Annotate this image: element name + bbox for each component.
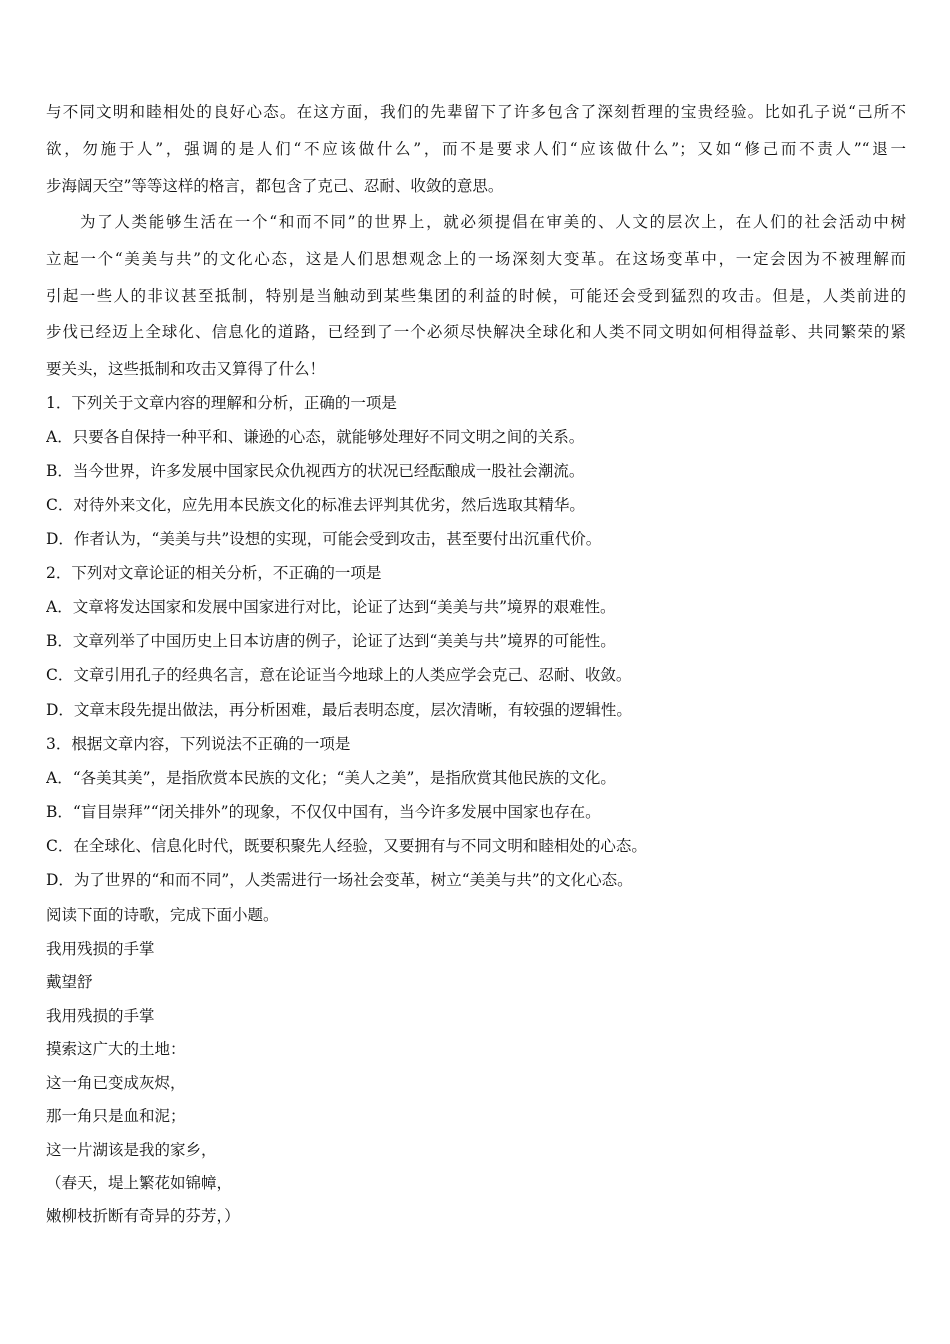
paragraph-line: 立起一个“美美与共”的文化心态，这是人们思想观念上的一场深刻大变革。在这场变革中，一定会因为不被理解而: [46, 250, 906, 268]
question-option: C．文章引用孔子的经典名言，意在论证当今地球上的人类应学会克己、忍耐、收敛。: [46, 666, 632, 684]
paragraph-line: 步海阔天空”等等这样的格言，都包含了克己、忍耐、收敛的意思。: [46, 177, 504, 195]
question-option: C．对待外来文化，应先用本民族文化的标准去评判其优劣，然后选取其精华。: [46, 496, 585, 514]
question-stem: 3．根据文章内容，下列说法不正确的一项是: [46, 735, 351, 753]
poem-line: 嫩柳枝折断有奇异的芬芳，）: [46, 1207, 240, 1225]
poem-line: 那一角只是血和泥；: [46, 1107, 186, 1125]
poem-author: 戴望舒: [46, 973, 93, 991]
question-option: B．文章列举了中国历史上日本访唐的例子，论证了达到“美美与共”境界的可能性。: [46, 632, 616, 650]
paragraph-line: 为了人类能够生活在一个“和而不同”的世界上，就必须提倡在审美的、人文的层次上，在人们的社会活动中树: [80, 213, 906, 231]
paragraph-line: 要关头，这些抵制和攻击又算得了什么！: [46, 360, 326, 378]
poem-title: 我用残损的手掌: [46, 940, 155, 958]
question-option: B．“盲目崇拜”“闭关排外”的现象，不仅仅中国有，当今许多发展中国家也存在。: [46, 803, 601, 821]
question-option: A．文章将发达国家和发展中国家进行对比，论证了达到“美美与共”境界的艰难性。: [46, 598, 616, 616]
question-stem: 1．下列关于文章内容的理解和分析，正确的一项是: [46, 394, 397, 412]
poem-line: 我用残损的手掌: [46, 1007, 155, 1025]
question-option: D．作者认为，“美美与共”设想的实现，可能会受到攻击，甚至要付出沉重代价。: [46, 530, 602, 548]
question-option: D．为了世界的“和而不同”，人类需进行一场社会变革，树立“美美与共”的文化心态。: [46, 871, 633, 889]
question-option: C．在全球化、信息化时代，既要积聚先人经验，又要拥有与不同文明和睦相处的心态。: [46, 837, 647, 855]
poem-line: （春天，堤上繁花如锦幛，: [46, 1174, 233, 1192]
paragraph-line: 欲，勿施于人”，强调的是人们“不应该做什么”，而不是要求人们“应该做什么”；又如“修己而不责人”“退一: [46, 140, 906, 158]
question-option: D．文章末段先提出做法，再分析困难，最后表明态度，层次清晰，有较强的逻辑性。: [46, 701, 632, 719]
section-instruction: 阅读下面的诗歌，完成下面小题。: [46, 906, 279, 924]
question-option: B．当今世界，许多发展中国家民众仇视西方的状况已经酝酿成一股社会潮流。: [46, 462, 585, 480]
question-stem: 2．下列对文章论证的相关分析，不正确的一项是: [46, 564, 382, 582]
paragraph-line: 步伐已经迈上全球化、信息化的道路，已经到了一个必须尽快解决全球化和人类不同文明如何相得益彰、共同繁荣的紧: [46, 323, 906, 341]
poem-line: 这一片湖该是我的家乡，: [46, 1141, 217, 1159]
poem-line: 摸索这广大的土地：: [46, 1040, 186, 1058]
paragraph-line: 引起一些人的非议甚至抵制，特别是当触动到某些集团的利益的时候，可能还会受到猛烈的攻击。但是，人类前进的: [46, 287, 906, 305]
paragraph-line: 与不同文明和睦相处的良好心态。在这方面，我们的先辈留下了许多包含了深刻哲理的宝贵经验。比如孔子说“己所不: [46, 103, 906, 121]
poem-line: 这一角已变成灰烬，: [46, 1074, 186, 1092]
question-option: A．“各美其美”，是指欣赏本民族的文化；“美人之美”，是指欣赏其他民族的文化。: [46, 769, 616, 787]
question-option: A．只要各自保持一种平和、谦逊的心态，就能够处理好不同文明之间的关系。: [46, 428, 585, 446]
